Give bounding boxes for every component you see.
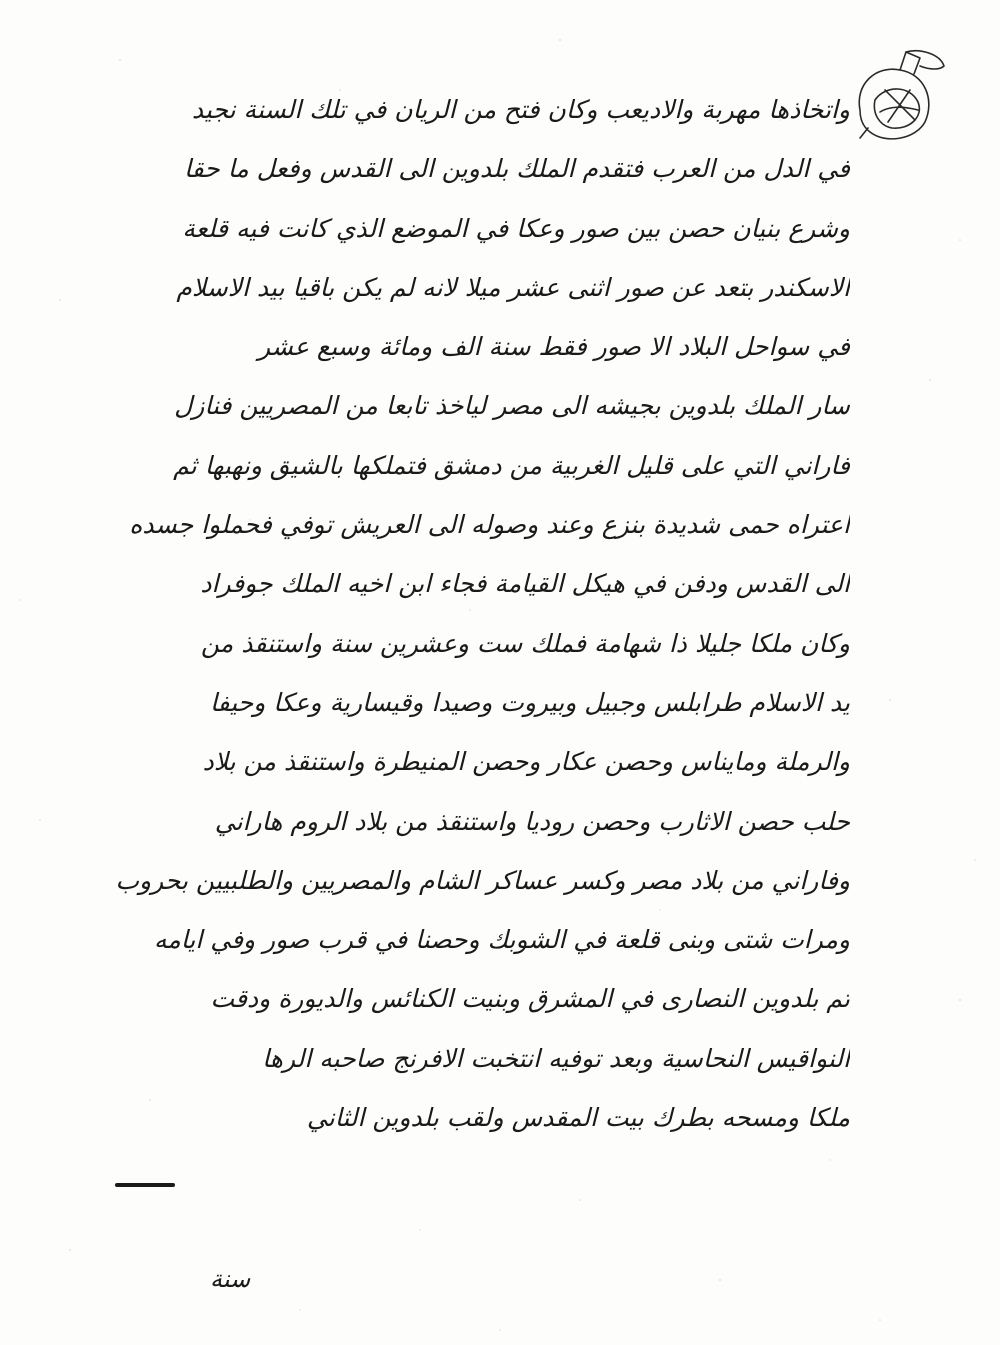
text-line-10: وكان ملكا جليلا ذا شهامة فملك ست وعشرين سنة واستنقذ من <box>200 628 850 658</box>
manuscript-text <box>70 80 850 1147</box>
text-line-9: الى القدس ودفن في هيكل القيامة فجاء ابن اخيه الملك جوفراد <box>200 569 850 599</box>
text-line-12: والرملة ومايناس وحصن عكار وحصن المنيطرة واستنقذ من بلاد <box>202 747 850 777</box>
text-line-7: فاراني التي على قليل الغربية من دمشق فتملكها بالشيق ونهبها ثم <box>173 450 850 480</box>
text-line-11: يد الاسلام طرابلس وجبيل وبيروت وصيدا وقيسارية وعكا وحيفا <box>209 687 850 717</box>
text-line-13: حلب حصن الاثارب وحصن روديا واستنقذ من بلاد الروم هاراني <box>214 806 850 836</box>
text-line-8: اعتراه حمى شديدة بنزع وعند وصوله الى العريش توفي فحملوا جسده <box>129 510 850 540</box>
text-line-18: ملكا ومسحه بطرك بيت المقدس ولقب بلدوين الثاني <box>306 1103 850 1133</box>
text-line-4: الاسكندر بتعد عن صور اثنى عشر ميلا لانه لم يكن باقيا بيد الاسلام <box>176 272 850 302</box>
text-line-16: تم بلدوين النصارى في المشرق وبنيت الكنائس والديورة ودقت <box>210 984 850 1014</box>
text-line-17: النواقيس النحاسية وبعد توفيه انتخبت الافرنج صاحبه الرها <box>262 1043 850 1073</box>
text-line-15: ومرات شتى وبنى قلعة في الشوبك وحصنا في قرب صور وفي ايامه <box>153 925 850 955</box>
catchword: سنة <box>210 1265 251 1293</box>
text-line-6: سار الملك بلدوين بجيشه الى مصر لياخذ تابعا من المصريين فنازل <box>174 391 850 421</box>
text-line-3: وشرع بنيان حصن بين صور وعكا في الموضع الذي كانت فيه قلعة <box>182 213 850 243</box>
text-line-5: في سواحل البلاد الا صور فقط سنة الف ومائة وسبع عشر <box>257 332 850 362</box>
line-end-flourish <box>115 1183 175 1187</box>
text-line-14: وفاراني من بلاد مصر وكسر عساكر الشام والمصريين والطلبيين بحروب <box>115 865 850 895</box>
text-line-2: في الدل من العرب فتقدم الملك بلدوين الى القدس وفعل ما حقا <box>184 154 850 184</box>
seal-stamp-icon <box>840 40 960 160</box>
text-line-1: واتخاذها مهربة والاديعب وكان فتح من الريان في تلك السنة نجيد <box>191 95 850 124</box>
